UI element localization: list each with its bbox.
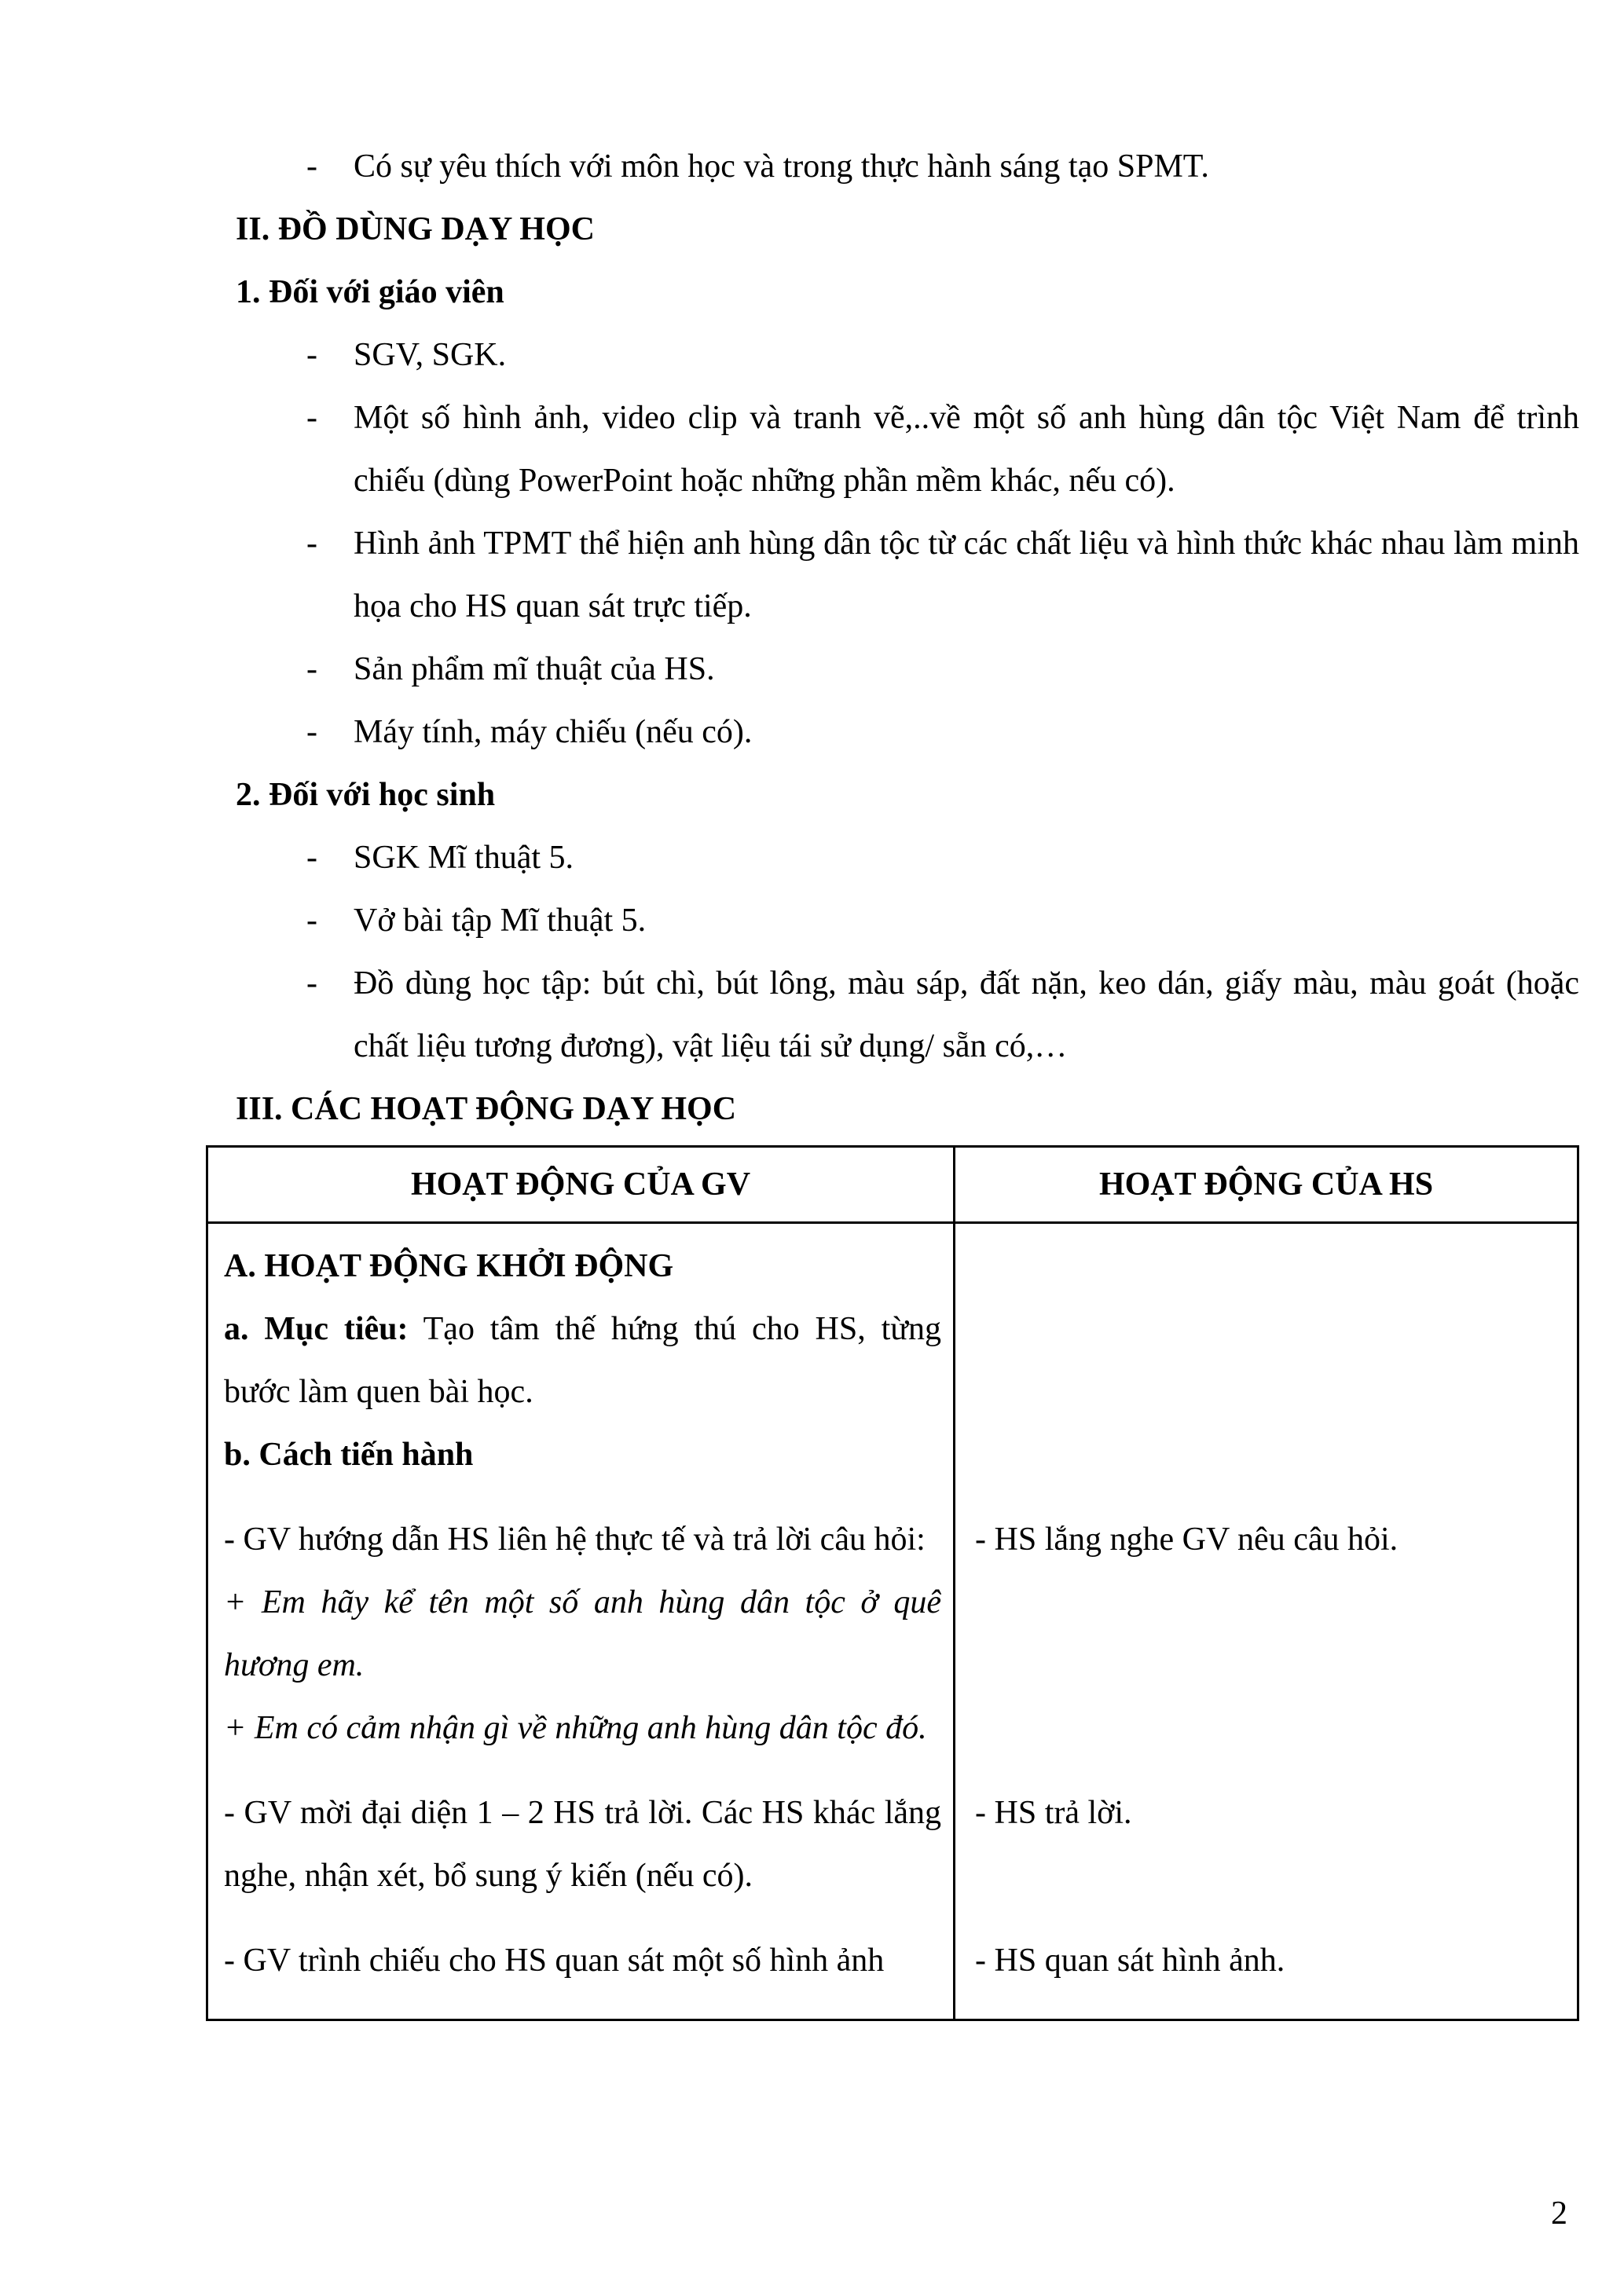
table-header-row bbox=[207, 1147, 1578, 1223]
question-1: + Em hãy kể tên một số anh hùng dân tộc ở quê hương em. bbox=[224, 1584, 942, 1683]
list-item-text: SGV, SGK. bbox=[354, 337, 507, 373]
list-marker: - bbox=[306, 714, 317, 750]
list-item bbox=[306, 135, 1579, 198]
muc-tieu-label: a. Mục tiêu: bbox=[224, 1311, 409, 1347]
list-marker: - bbox=[306, 965, 317, 1002]
table-row bbox=[207, 1497, 1578, 1771]
list-item bbox=[306, 512, 1579, 638]
list-item bbox=[306, 324, 1579, 386]
gv-cell bbox=[207, 1918, 955, 2020]
hs-action-text: - HS trả lời. bbox=[975, 1795, 1132, 1831]
list-marker: - bbox=[306, 400, 317, 436]
list-item-text: Hình ảnh TPMT thể hiện anh hùng dân tộc từ các chất liệu và hình thức khác nhau làm minh họa cho HS quan sát trực tiếp. bbox=[354, 525, 1579, 624]
list-marker: - bbox=[306, 840, 317, 876]
list-marker: - bbox=[306, 337, 317, 373]
gv-cell bbox=[207, 1771, 955, 1918]
list-item-text: Máy tính, máy chiếu (nếu có). bbox=[354, 714, 753, 750]
list-marker: - bbox=[306, 525, 317, 562]
list-item-text: Một số hình ảnh, video clip và tranh vẽ,..về một số anh hùng dân tộc Việt Nam để trình chiếu (dùng PowerPoint hoặc những phần mềm khác, nếu có). bbox=[354, 400, 1579, 499]
hs-action-text: - HS lắng nghe GV nêu câu hỏi. bbox=[975, 1522, 1399, 1558]
gv-cell bbox=[207, 1223, 955, 1498]
subsection-heading-student: 2. Đối với học sinh bbox=[236, 777, 496, 813]
list-marker: - bbox=[306, 651, 317, 687]
page-number: 2 bbox=[1551, 2195, 1567, 2232]
list-item bbox=[306, 701, 1579, 764]
hs-action-text: - HS quan sát hình ảnh. bbox=[975, 1943, 1285, 1979]
gv-action-text: - GV hướng dẫn HS liên hệ thực tế và trả lời câu hỏi: bbox=[224, 1522, 926, 1558]
gv-action-text: - GV mời đại diện 1 – 2 HS trả lời. Các HS khác lắng nghe, nhận xét, bổ sung ý kiến (nếu có). bbox=[224, 1795, 942, 1894]
gv-action-text: - GV trình chiếu cho HS quan sát một số hình ảnh bbox=[224, 1943, 885, 1979]
hs-cell bbox=[955, 1771, 1578, 1918]
section-heading-ii: II. ĐỒ DÙNG DẠY HỌC bbox=[236, 211, 595, 247]
list-item-text: Vở bài tập Mĩ thuật 5. bbox=[354, 903, 647, 939]
list-item bbox=[306, 638, 1579, 701]
cach-tien-hanh-heading: b. Cách tiến hành bbox=[224, 1437, 474, 1473]
muc-tieu-paragraph bbox=[224, 1298, 941, 1423]
subsection-heading-teacher: 1. Đối với giáo viên bbox=[236, 274, 504, 310]
list-item bbox=[306, 889, 1579, 952]
table-header-hs: HOẠT ĐỘNG CỦA HS bbox=[955, 1147, 1578, 1223]
hs-cell bbox=[955, 1223, 1578, 1498]
table-header-gv: HOẠT ĐỘNG CỦA GV bbox=[207, 1147, 955, 1223]
table-row bbox=[207, 1918, 1578, 2020]
list-marker: - bbox=[306, 148, 317, 185]
hs-cell bbox=[955, 1918, 1578, 2020]
table-row bbox=[207, 1223, 1578, 1498]
section-heading-iii: III. CÁC HOẠT ĐỘNG DẠY HỌC bbox=[236, 1091, 737, 1127]
muc-tieu-text: Tạo tâm thế hứng thú cho HS, từng bước làm quen bài học. bbox=[224, 1311, 942, 1410]
gv-cell bbox=[207, 1497, 955, 1771]
list-item bbox=[306, 826, 1579, 889]
list-item-text: Đồ dùng học tập: bút chì, bút lông, màu sáp, đất nặn, keo dán, giấy màu, màu goát (hoặc chất liệu tương đương), vật liệu tái sử dụng/ sẵn có,… bbox=[354, 965, 1579, 1064]
list-item bbox=[306, 952, 1579, 1078]
list-item bbox=[306, 386, 1579, 512]
activities-table bbox=[206, 1145, 1579, 2021]
list-item-text: SGK Mĩ thuật 5. bbox=[354, 840, 574, 876]
question-2: + Em có cảm nhận gì về những anh hùng dân tộc đó. bbox=[224, 1710, 927, 1746]
list-item-text: Có sự yêu thích với môn học và trong thực hành sáng tạo SPMT. bbox=[354, 148, 1209, 185]
table-row bbox=[207, 1771, 1578, 1918]
list-item-text: Sản phẩm mĩ thuật của HS. bbox=[354, 651, 715, 687]
list-marker: - bbox=[306, 903, 317, 939]
activity-a-title: A. HOẠT ĐỘNG KHỞI ĐỘNG bbox=[224, 1248, 674, 1284]
hs-cell bbox=[955, 1497, 1578, 1771]
